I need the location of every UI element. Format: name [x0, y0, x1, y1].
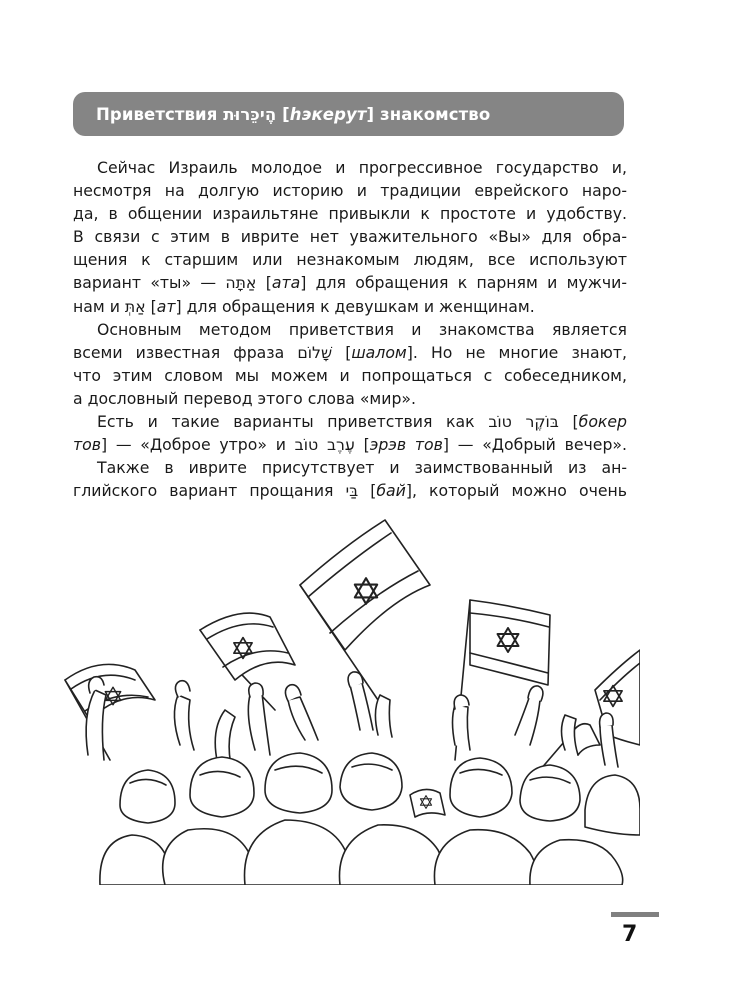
- text-segment: что этим словом мы можем и попрощаться с собеседником,: [73, 365, 627, 385]
- text-line: [73, 248, 627, 271]
- text-segment: [: [558, 412, 579, 432]
- text-segment: щения к старшим или незнакомым людям, все используют: [73, 250, 627, 270]
- text-line: [73, 479, 627, 502]
- page-number-rule: [611, 912, 659, 917]
- text-segment: [: [354, 435, 370, 455]
- text-line: [73, 156, 627, 179]
- text-segment: ]. Но не многие знают,: [406, 342, 627, 362]
- text-segment: [: [358, 481, 377, 501]
- text-segment: ] — «Доброе утро» и: [100, 435, 295, 455]
- text-segment: В связи с этим в иврите нет уважительного «Вы» для обра-: [73, 227, 627, 247]
- text-line: [73, 456, 627, 479]
- text-segment: а дословный перевод этого слова «мир».: [73, 388, 416, 408]
- illustration-svg: [60, 505, 640, 885]
- transliteration: эрэв тов: [369, 435, 443, 455]
- text-segment: ], который можно очень: [405, 481, 628, 501]
- transliteration: бокер: [578, 412, 627, 432]
- transliteration: ат: [156, 296, 176, 316]
- title-part: ] знакомство: [366, 104, 491, 124]
- title-part: [: [276, 104, 290, 124]
- text-segment: всеми известная фраза: [73, 342, 298, 362]
- hebrew-word: בּוֹקֶר טוֹב: [488, 412, 559, 432]
- text-segment: Сейчас Израиль молодое и прогрессивное государство и,: [97, 158, 627, 177]
- hebrew-word: אַתְּ: [124, 296, 146, 316]
- text-line: [73, 410, 627, 433]
- crowd-with-israeli-flags-icon: [60, 505, 640, 885]
- text-line: [73, 271, 627, 294]
- text-segment: Основным методом приветствия и знакомства является: [97, 319, 627, 339]
- text-segment: да, в общении израильтяне привыкли к простоте и удобству.: [73, 204, 627, 224]
- transliteration: шалом: [351, 342, 407, 362]
- text-segment: ] — «Добрый вечер».: [442, 435, 627, 455]
- hebrew-word: שָׁלוֹם: [297, 342, 333, 362]
- page-number: 7: [622, 922, 638, 947]
- text-line: [73, 295, 627, 318]
- text-segment: Есть и такие варианты приветствия как: [97, 412, 489, 432]
- body-text: [73, 156, 627, 502]
- text-segment: нам и: [73, 296, 125, 316]
- text-line: [73, 202, 627, 225]
- text-line: [73, 364, 627, 387]
- title-hebrew: הֶיכֵּרוּת: [223, 104, 277, 124]
- text-line: [73, 387, 627, 410]
- text-segment: ] для обращения к парням и мужчи-: [300, 273, 628, 293]
- text-segment: [: [256, 273, 272, 293]
- text-segment: вариант «ты» —: [73, 273, 226, 293]
- transliteration: тов: [73, 435, 101, 455]
- text-line: [73, 433, 627, 456]
- text-line: [73, 341, 627, 364]
- title-transliteration: hэкерут: [289, 104, 367, 124]
- hebrew-word: עֶרֶב טוֹב: [294, 435, 355, 455]
- title-part: Приветствия: [96, 104, 224, 124]
- hebrew-word: בַּי: [345, 481, 359, 501]
- section-title: [96, 105, 490, 124]
- hebrew-word: אַתָּה: [225, 273, 257, 293]
- transliteration: ата: [271, 273, 301, 293]
- section-header: [73, 92, 624, 136]
- text-segment: [: [332, 342, 352, 362]
- text-segment: ] для обращения к девушкам и женщинам.: [175, 296, 535, 316]
- text-line: [73, 179, 627, 202]
- transliteration: бай: [376, 481, 406, 501]
- text-line: [73, 318, 627, 341]
- text-line: [73, 225, 627, 248]
- text-segment: несмотря на долгую историю и традиции еврейского наро-: [73, 181, 627, 201]
- text-segment: Также в иврите присутствует и заимствованный из ан-: [97, 458, 627, 478]
- text-segment: [: [145, 296, 157, 316]
- text-segment: глийского вариант прощания: [73, 481, 346, 501]
